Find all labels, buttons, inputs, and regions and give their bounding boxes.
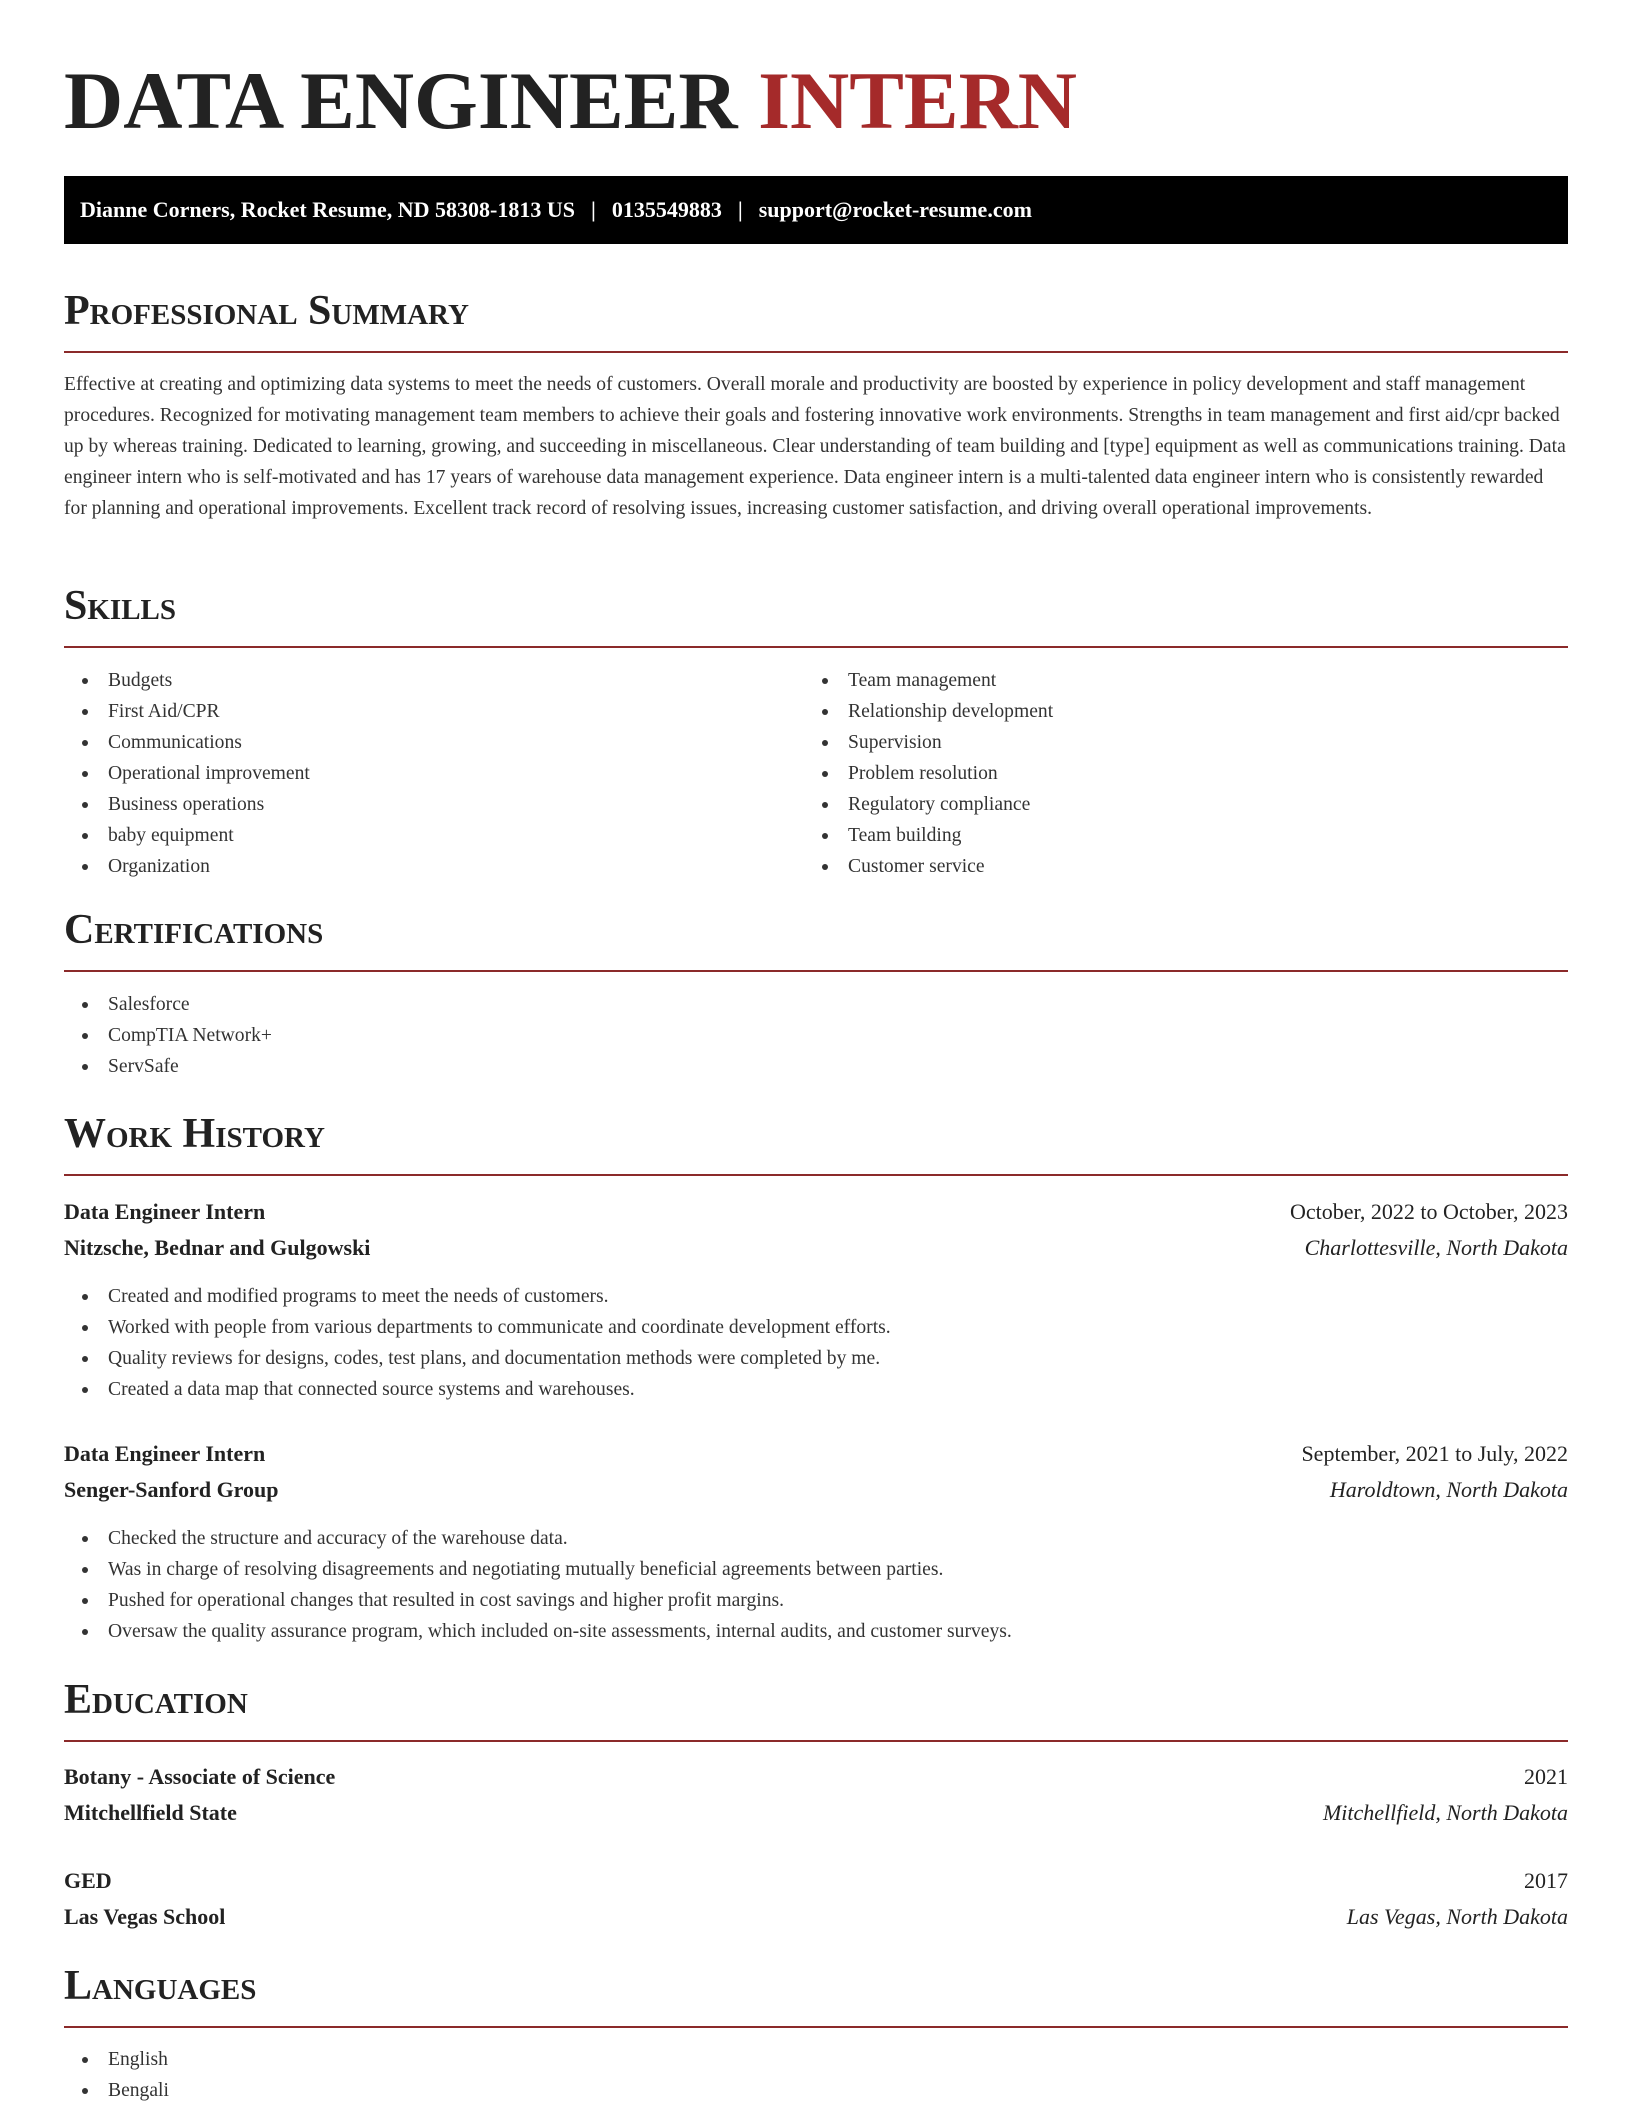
skill-item: Relationship development	[804, 696, 1544, 727]
job-location: Haroldtown, North Dakota	[1329, 1477, 1568, 1502]
summary-text: Effective at creating and optimizing data systems to meet the needs of customers. Overall morale and productivity are boosted by experience in policy development and staff management procedures. Recognized for motivating management team members to achieve their goals and fostering innovative work environments. Strengths in team management and first aid/cpr backed up by whereas training. Dedicated to learning, growing, and succeeding in miscellaneous. Clear understanding of team building and [type] equipment as well as communications training. Data engineer intern who is self-motivated and has 17 years of warehouse data management experience. Data engineer intern is a multi-talented data engineer intern who is consistently rewarded for planning and operational improvements. Excellent track record of resolving issues, increasing customer satisfaction, and driving overall operational improvements.	[64, 374, 1566, 519]
skill-item: Operational improvement	[64, 758, 804, 789]
language-item: Bengali	[64, 2075, 804, 2106]
job-title-row	[64, 1195, 1568, 1229]
skill-item: Budgets	[64, 665, 804, 696]
contact-bar	[64, 176, 1568, 244]
contact-email[interactable]: support@rocket-resume.com	[758, 197, 1032, 222]
education-school: Mitchellfield State	[64, 1800, 237, 1825]
job-bullet: Worked with people from various departments to communicate and coordinate development efforts.	[64, 1312, 1568, 1343]
skills-list-right	[804, 665, 1544, 882]
title-accent: INTERN	[758, 55, 1078, 146]
job-company: Senger-Sanford Group	[64, 1477, 279, 1502]
education-location: Mitchellfield, North Dakota	[1322, 1800, 1568, 1825]
section-heading-skills: Skills	[64, 583, 177, 629]
section-divider	[64, 2026, 1568, 2028]
skills-list-left	[64, 665, 804, 882]
job-title-row	[64, 1437, 1568, 1471]
skill-item: Organization	[64, 851, 804, 882]
education-degree: Botany - Associate of Science	[64, 1764, 336, 1789]
section-heading-work-history: Work History	[64, 1111, 325, 1157]
section-heading-education: Education	[64, 1677, 248, 1723]
education-school: Las Vegas School	[64, 1904, 226, 1929]
job-location: Charlottesville, North Dakota	[1304, 1235, 1568, 1260]
job-bullet: Created and modified programs to meet the needs of customers.	[64, 1281, 1568, 1312]
education-year: 2021	[1524, 1764, 1568, 1789]
education-year: 2017	[1524, 1868, 1568, 1893]
certifications-list	[64, 989, 804, 1082]
resume-page	[64, 0, 1568, 2101]
contact-phone[interactable]: 0135549883	[611, 197, 722, 222]
education-degree-row	[64, 1760, 1568, 1794]
title-main: DATA ENGINEER	[64, 55, 738, 146]
job-bullet: Created a data map that connected source systems and warehouses.	[64, 1374, 1568, 1405]
contact-address: Dianne Corners, Rocket Resume, ND 58308-1813 US	[80, 197, 575, 222]
section-divider	[64, 646, 1568, 648]
skill-item: Team management	[804, 665, 1544, 696]
language-item: English	[64, 2044, 804, 2075]
job-title: Data Engineer Intern	[64, 1441, 266, 1466]
section-heading-languages: Languages	[64, 1963, 257, 2009]
job-dates: September, 2021 to July, 2022	[1301, 1441, 1568, 1466]
job-bullets	[64, 1523, 1568, 1647]
section-heading-certifications: Certifications	[64, 907, 324, 953]
contact-separator: |	[737, 197, 743, 222]
certification-item: ServSafe	[64, 1051, 804, 1082]
education-degree-row	[64, 1864, 1568, 1898]
section-divider	[64, 970, 1568, 972]
job-bullet: Oversaw the quality assurance program, which included on-site assessments, internal audits, and customer surveys.	[64, 1616, 1568, 1647]
job-company-row	[64, 1231, 1568, 1265]
skill-item: Communications	[64, 727, 804, 758]
job-bullet: Pushed for operational changes that resulted in cost savings and higher profit margins.	[64, 1585, 1568, 1616]
section-heading-summary: Professional Summary	[64, 288, 469, 334]
skill-item: baby equipment	[64, 820, 804, 851]
contact-separator: |	[590, 197, 596, 222]
section-divider	[64, 351, 1568, 353]
skill-item: First Aid/CPR	[64, 696, 804, 727]
skill-item: Customer service	[804, 851, 1544, 882]
resume-title	[64, 0, 1568, 146]
skill-item: Regulatory compliance	[804, 789, 1544, 820]
certification-item: Salesforce	[64, 989, 804, 1020]
job-company-row	[64, 1473, 1568, 1507]
certification-item: CompTIA Network+	[64, 1020, 804, 1051]
education-school-row	[64, 1796, 1568, 1830]
education-location: Las Vegas, North Dakota	[1346, 1904, 1568, 1929]
job-dates: October, 2022 to October, 2023	[1289, 1199, 1568, 1224]
job-bullet: Checked the structure and accuracy of the warehouse data.	[64, 1523, 1568, 1554]
skill-item: Problem resolution	[804, 758, 1544, 789]
job-title: Data Engineer Intern	[64, 1199, 266, 1224]
skill-item: Team building	[804, 820, 1544, 851]
skill-item: Business operations	[64, 789, 804, 820]
education-degree: GED	[64, 1868, 112, 1893]
section-divider	[64, 1174, 1568, 1176]
skill-item: Supervision	[804, 727, 1544, 758]
section-divider	[64, 1740, 1568, 1742]
job-bullets	[64, 1281, 1568, 1405]
job-bullet: Was in charge of resolving disagreements and negotiating mutually beneficial agreements between parties.	[64, 1554, 1568, 1585]
job-bullet: Quality reviews for designs, codes, test plans, and documentation methods were completed by me.	[64, 1343, 1568, 1374]
education-school-row	[64, 1900, 1568, 1934]
job-company: Nitzsche, Bednar and Gulgowski	[64, 1235, 371, 1260]
languages-list	[64, 2044, 804, 2106]
